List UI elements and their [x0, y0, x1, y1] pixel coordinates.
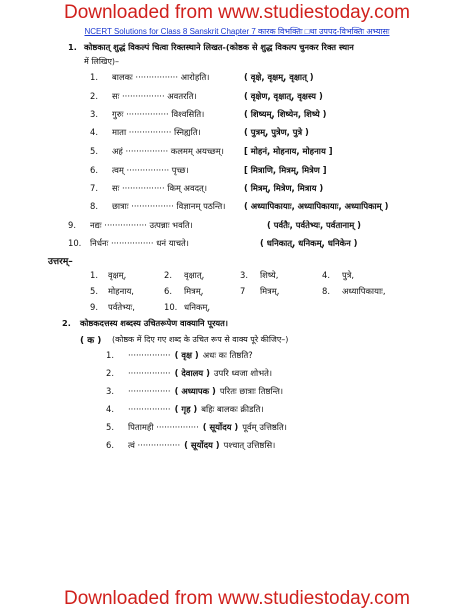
q2-item-word: ( देवालय ): [174, 368, 210, 378]
answer-number: 5.: [90, 286, 98, 296]
q1-item-options: ( वृक्षे, वृक्षम्, वृक्षात् ): [244, 72, 314, 82]
answer-number: 10.: [164, 302, 178, 312]
q1-item-options: ( अध्यापिकायाः, अध्यापिकायाः, अध्यापिकाम् ): [244, 201, 389, 211]
q2-item-number: 4.: [106, 404, 114, 414]
q2-item-number: 5.: [106, 422, 114, 432]
q2-item-word: ( वृक्ष ): [174, 350, 199, 360]
q1-item-number: 4.: [90, 127, 98, 137]
answer-number: 8.: [322, 286, 330, 296]
q1-item-sentence: त्वम् ················ पृच्छ।: [112, 165, 189, 175]
q1-item-options: [ मोहनं, मोहनाय, मोहनाय ]: [244, 146, 333, 156]
q2-item: [106, 368, 272, 379]
q1-item: [90, 109, 470, 121]
answer-value: धनिकम्,: [184, 302, 211, 312]
q1-item: [90, 146, 470, 158]
answer-value: मित्रम्,: [260, 286, 280, 296]
q2-number: 2.: [62, 318, 71, 328]
q2-item: [106, 422, 287, 433]
q2-item-rest: परितः छात्राः तिष्ठन्ति।: [219, 386, 284, 396]
banner-top: Downloaded from www.studiestoday.com: [63, 2, 411, 23]
q1-item-sentence: बालकः ················ आरोहति।: [112, 72, 210, 82]
q1-item-number: 9.: [68, 220, 76, 230]
q1-item: [90, 127, 470, 139]
answer-value: अध्यापिकायाः,: [342, 286, 386, 296]
q1-item-number: 5.: [90, 146, 98, 156]
q2-item-rest: बहिः बालकः क्रीडति।: [201, 404, 264, 414]
answer-value: पर्वतेभ्यः,: [108, 302, 135, 312]
answer-number: 3.: [240, 270, 248, 280]
q2-item-word: ( सूर्योदय ): [184, 440, 220, 450]
answer-value: वृक्षम्,: [108, 270, 127, 280]
q1-item: [90, 183, 470, 195]
banner-bottom: Downloaded from www.studiestoday.com: [63, 588, 411, 609]
q1-item-sentence: सः ················ किम् अवदत्।: [112, 183, 207, 193]
q1-item: [68, 220, 470, 232]
q2-part-label: ( क ): [80, 336, 102, 346]
answer-value: शिष्ये,: [260, 270, 279, 280]
q1-item-options: ( पुत्रम्, पुत्रेण, पुत्रे ): [244, 127, 309, 137]
q2-item-blank: त्वं ················: [128, 440, 181, 450]
answer-number: 4.: [322, 270, 330, 280]
q1-item-number: 3.: [90, 109, 98, 119]
answer-value: मित्रम्,: [184, 286, 204, 296]
q2-item-word: ( सूर्योदय ): [202, 422, 239, 432]
q1-number: 1.: [68, 42, 77, 52]
q1-item-number: 6.: [90, 165, 98, 175]
q1-item-sentence: माता ················ स्निह्यति।: [112, 127, 201, 137]
q1-item-options: ( पर्वतैः, पर्वतेभ्यः, पर्वतानाम् ): [267, 220, 361, 230]
q1-instruction-cont: में लिखिए)–: [84, 57, 119, 66]
page-subtitle-link[interactable]: NCERT Solutions for Class 8 Sanskrit Chapter 7 कारक विभक्तिः □था उपपद-विभक्तिः अभ्यासः: [84, 27, 390, 36]
answer-number: 2.: [164, 270, 172, 280]
q2-part-instruction: (कोष्ठक में दिए गए शब्द के उचित रूप से वाक्य पूरे कीजिए–): [112, 335, 289, 344]
answer-number: 6.: [164, 286, 172, 296]
q1-item-sentence: नद्यः ················ उत्पन्नाः भवति।: [90, 220, 193, 230]
q1-item-options: [ मित्राणि, मित्रम्, मित्रेण ]: [244, 165, 327, 175]
q1-item-sentence: गुरुः ················ विश्वसिति।: [112, 109, 205, 119]
q1-item-sentence: निर्धनः ················ धनं याचते।: [90, 238, 189, 248]
q1-item-options: ( शिष्यम्, शिष्येन, शिष्ये ): [244, 109, 327, 119]
answer-value: मोहनाय,: [108, 286, 134, 296]
answer-value: पुत्रे,: [342, 270, 355, 280]
answer-value: वृक्षात्,: [184, 270, 205, 280]
q1-item-options: ( वृक्षेण, वृक्षात्, वृक्षस्य ): [244, 91, 323, 101]
q2-item-blank: ················: [128, 386, 171, 396]
q2-item-rest: उपरि ध्वजा शोभते।: [213, 368, 273, 378]
q1-item-number: 8.: [90, 201, 98, 211]
q1-item-number: 1.: [90, 72, 98, 82]
q2-item-rest: पूर्वम् उत्तिष्ठति।: [242, 422, 287, 432]
q1-item: [90, 201, 470, 213]
q2-item-number: 1.: [106, 350, 114, 360]
q1-item: [90, 165, 470, 177]
q2-instruction: कोष्ठकदत्तस्य शब्दस्य उचितरूपेण वाक्यानि पूरयत।: [80, 318, 228, 328]
q2-item-blank: ················: [128, 368, 171, 378]
q1-item-options: ( धनिकात्, धनिकम्, धनिकेन ): [260, 238, 358, 248]
q1-item-number: 10.: [68, 238, 82, 248]
q2-item: [106, 386, 283, 397]
answer-number: 7: [240, 286, 246, 296]
q2-item-blank: ················: [128, 404, 171, 414]
q2-item: [106, 350, 253, 361]
q2-item-number: 2.: [106, 368, 114, 378]
q2-item-blank: ················: [128, 350, 171, 360]
q1-item-sentence: छात्राः ················ विज्ञानम् पठन्ति।: [112, 201, 226, 211]
q2-item-number: 3.: [106, 386, 114, 396]
q2-item-rest: अधः कः तिष्ठति?: [202, 350, 253, 360]
q1-item-sentence: सः ················ अवतरति।: [112, 91, 197, 101]
q1-item-number: 2.: [90, 91, 98, 101]
q2-item-rest: पश्चात् उत्तिष्ठसि।: [223, 440, 276, 450]
q2-item-number: 6.: [106, 440, 114, 450]
q1-item: [68, 238, 470, 250]
q1-item-sentence: अहं ················ कलमम् अयच्छम्।: [112, 146, 224, 156]
q2-item: [106, 440, 275, 451]
q2-item-word: ( गृह ): [174, 404, 198, 414]
q1-item-options: ( मित्रम्, मित्रेण, मित्राय ): [244, 183, 324, 193]
answer-number: 1.: [90, 270, 98, 280]
q2-item-word: ( अध्यापक ): [174, 386, 216, 396]
q1-instruction: कोष्ठकात् शुद्धं विकल्पं चित्वा रिक्तस्थाने लिखत-(कोष्ठक से शुद्ध विकल्प चुनकर रिक्त स्थान: [84, 42, 354, 52]
q1-item-number: 7.: [90, 183, 98, 193]
answers-heading: उत्तरम्–: [48, 257, 73, 267]
q1-item: [90, 72, 470, 84]
q2-item: [106, 404, 264, 415]
q1-item: [90, 91, 470, 103]
q2-item-blank: पितामही ················: [128, 422, 199, 432]
answer-number: 9.: [90, 302, 98, 312]
